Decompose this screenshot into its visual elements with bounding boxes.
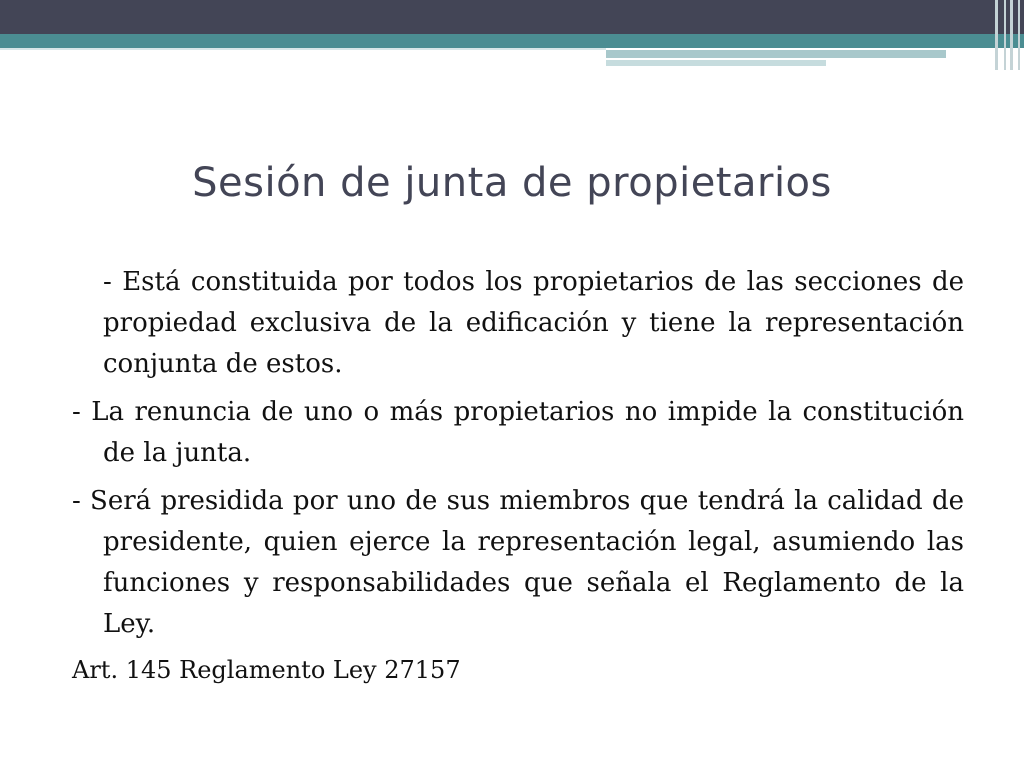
slide-title: Sesión de junta de propietarios [192,160,832,206]
header-right-stripes [990,0,1024,70]
body-paragraph-3: - Será presidida por uno de sus miembros que tendrá la calidad de presidente, quien ejerce la representación legal, asumiendo las funciones y responsabilidades que señala el Reglamento de la Ley. [72,486,964,639]
header-dark-band [0,0,1024,34]
slide-body [72,262,964,688]
header-accent-bar-secondary [606,60,826,66]
body-paragraph-1: - Está constituida por todos los propietarios de las secciones de propiedad exclusiva de la edificación y tiene la representación conjunta de estos. [103,267,964,379]
body-paragraph-2: - La renuncia de uno o más propietarios no impide la constitución de la junta. [72,397,964,468]
citation-text: Art. 145 Reglamento Ley 27157 [72,656,461,684]
header-accent-bar [606,50,946,58]
header-divider-line [0,48,606,50]
header-teal-band [0,34,1024,48]
